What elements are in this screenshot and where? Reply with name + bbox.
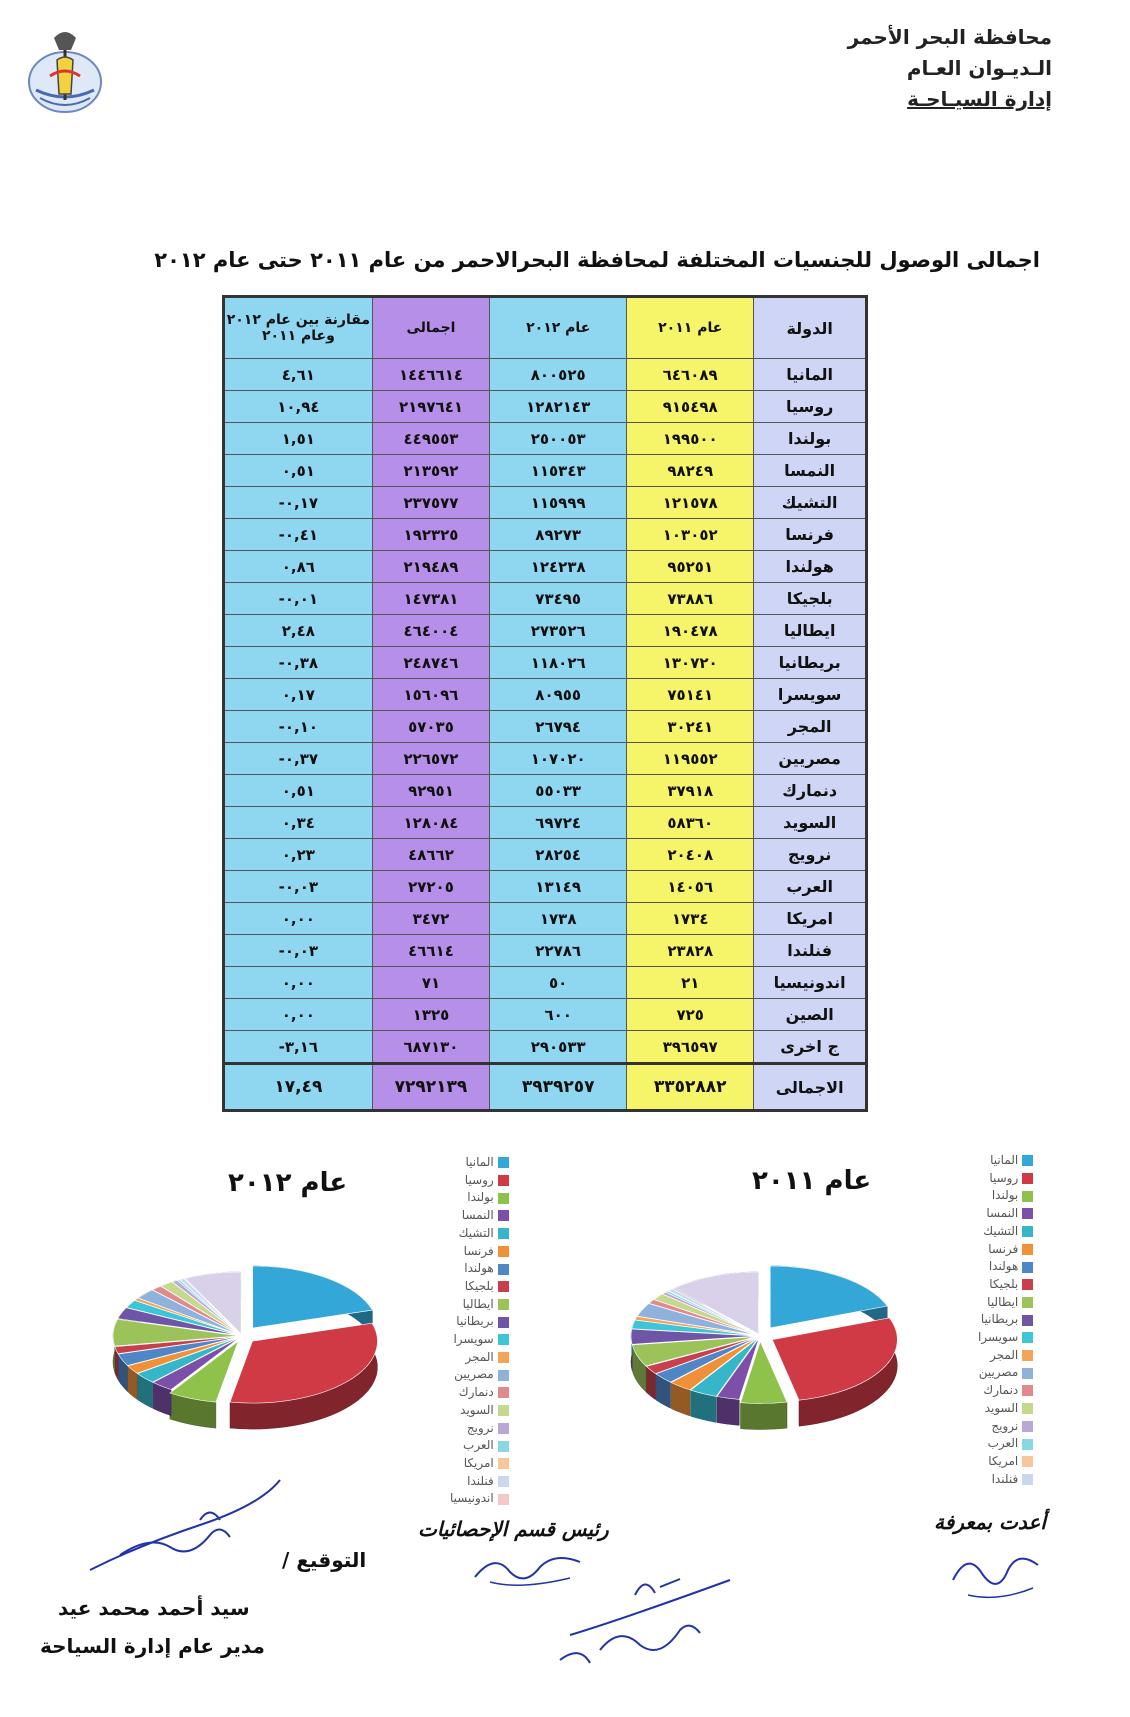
table-row [224,1031,867,1064]
cell-y2011: ٩١٥٤٩٨ [627,391,754,423]
legend-item [450,1455,509,1473]
cell-country: مصريين [754,743,867,775]
cell-y2011: ٢٣٨٢٨ [627,935,754,967]
cell-country: فرنسا [754,519,867,551]
legend-label: التشيك [983,1223,1019,1238]
legend-label: بولندا [991,1188,1019,1203]
legend-swatch [1022,1173,1033,1184]
legend-label: امريكا [463,1455,494,1470]
cell-total: ٤٤٩٥٥٣ [372,423,490,455]
total-cell-y2012: ٣٩٣٩٢٥٧ [490,1064,627,1111]
legend-swatch [498,1494,509,1505]
legend-swatch [1022,1439,1033,1450]
legend-label: النمسا [986,1206,1019,1221]
cell-country: المانيا [754,359,867,391]
legend-label: المانيا [990,1153,1019,1167]
cell-total: ٥٧٠٣٥ [372,711,490,743]
legend-swatch [1022,1244,1033,1255]
legend-item [978,1205,1033,1223]
legend-item [978,1347,1033,1365]
legend-label: المجر [465,1349,494,1364]
cell-compare: ٠,٣٨- [224,647,373,679]
cell-country: الصين [754,999,867,1031]
table-row [224,967,867,999]
letterhead [732,22,1052,115]
cell-compare: ٠,٨٦ [224,551,373,583]
legend-label: امريكا [988,1453,1019,1468]
governorate-name: محافظة البحر الأحمر [847,25,1052,49]
cell-total: ٢٧٢٠٥ [372,871,490,903]
header-total: اجمالى [372,297,490,359]
legend-swatch [498,1423,509,1434]
cell-y2011: ٢١ [627,967,754,999]
cell-y2012: ٢٥٠٠٥٣ [490,423,627,455]
legend-swatch [1022,1474,1033,1485]
legend-swatch [1022,1368,1033,1379]
legend-swatch [1022,1208,1033,1219]
legend-label: ايطاليا [462,1296,494,1311]
legend-swatch [1022,1315,1033,1326]
legend-item [450,1278,509,1296]
legend-swatch [498,1281,509,1292]
legend-item [450,1313,509,1331]
table-header-row [224,297,867,359]
cell-compare: ٠,٣٤ [224,807,373,839]
legend-swatch [498,1210,509,1221]
legend-label: المانيا [465,1155,494,1169]
legend-item [450,1420,509,1438]
cell-total: ١٥٦٠٩٦ [372,679,490,711]
cell-country: سويسرا [754,679,867,711]
table-row [224,711,867,743]
legend-swatch [498,1441,509,1452]
cell-y2011: ١١٩٥٥٢ [627,743,754,775]
office-name: الـديـوان العـام [906,56,1052,80]
cell-y2012: ٢٨٢٥٤ [490,839,627,871]
cell-total: ٤٦٤٠٠٤ [372,615,490,647]
cell-y2012: ٨٠٠٥٢٥ [490,359,627,391]
cell-compare: ٠,٠٠ [224,967,373,999]
legend-label: هولندا [464,1261,494,1276]
department-name: إدارة السيـاحـة [907,87,1052,111]
cell-compare: ٠,٠٠ [224,999,373,1031]
cell-total: ٢١٩٧٦٤١ [372,391,490,423]
total-cell-compare: ١٧,٤٩ [224,1064,373,1111]
legend-label: العرب [987,1436,1019,1451]
arrivals-table [222,295,868,1112]
table-row [224,455,867,487]
legend-label: اندونيسيا [450,1491,494,1506]
table-row [224,775,867,807]
legend-item [450,1225,509,1243]
cell-country: العرب [754,871,867,903]
legend-label: هولندا [988,1259,1019,1274]
legend-label: دنمارك [458,1385,494,1400]
cell-country: هولندا [754,551,867,583]
cell-y2011: ٣٩٦٥٩٧ [627,1031,754,1064]
legend-item [978,1152,1033,1170]
cell-y2012: ٨٠٩٥٥ [490,679,627,711]
legend-item [450,1296,509,1314]
legend-item [978,1311,1033,1329]
legend-swatch [498,1317,509,1328]
table-row [224,839,867,871]
legend-label: روسيا [989,1170,1019,1185]
legend-swatch [498,1246,509,1257]
legend-swatch [1022,1279,1033,1290]
legend-swatch [498,1264,509,1275]
legend-swatch [1022,1191,1033,1202]
cell-y2011: ٩٥٢٥١ [627,551,754,583]
table-row [224,359,867,391]
cell-y2011: ١٩٩٥٠٠ [627,423,754,455]
legend-swatch [498,1193,509,1204]
legend-swatch [1022,1155,1033,1166]
report-title: اجمالى الوصول للجنسيات المختلفة لمحافظة البحرالاحمر من عام ٢٠١١ حتى عام ٢٠١٢ [154,248,1040,272]
table-row [224,391,867,423]
cell-y2011: ١٠٣٠٥٢ [627,519,754,551]
legend-label: سويسرا [453,1332,494,1347]
date-handwriting-icon [540,1565,740,1675]
legend-item [978,1453,1033,1471]
legend-item [978,1276,1033,1294]
legend-item [450,1366,509,1384]
legend-item [978,1418,1033,1436]
table-total-row [224,1064,867,1111]
cell-country: امريكا [754,903,867,935]
legend-item [450,1402,509,1420]
signer-name: سيد أحمد محمد عيد [58,1596,250,1620]
legend-item [450,1260,509,1278]
cell-total: ١٤٧٣٨١ [372,583,490,615]
legend-label: فرنسا [463,1243,494,1258]
cell-country: بولندا [754,423,867,455]
cell-country: بريطانيا [754,647,867,679]
cell-y2011: ١٢١٥٧٨ [627,487,754,519]
cell-compare: ٠,٠٣- [224,871,373,903]
legend-label: السويد [460,1402,494,1417]
cell-y2012: ١٧٣٨ [490,903,627,935]
legend-label: النمسا [461,1208,494,1223]
total-cell-y2011: ٣٣٥٢٨٨٢ [627,1064,754,1111]
legend-item [450,1243,509,1261]
cell-y2011: ١٣٠٧٢٠ [627,647,754,679]
cell-y2012: ١٢٤٢٣٨ [490,551,627,583]
cell-total: ١٢٨٠٨٤ [372,807,490,839]
legend-label: بلجيكا [464,1278,494,1293]
legend-item [450,1490,509,1508]
cell-compare: ٠,٥١ [224,455,373,487]
legend-swatch [1022,1332,1033,1343]
cell-y2012: ٦٩٧٢٤ [490,807,627,839]
legend-label: سويسرا [978,1330,1019,1345]
cell-y2011: ٧٢٥ [627,999,754,1031]
cell-compare: ٠,٥١ [224,775,373,807]
legend-item [978,1400,1033,1418]
legend-label: نرويج [466,1420,494,1435]
cell-country: المجر [754,711,867,743]
legend-swatch [498,1175,509,1186]
chart-2012-title: عام ٢٠١٢ [228,1168,348,1198]
legend-label: السويد [984,1400,1019,1415]
cell-y2012: ١١٥٣٤٣ [490,455,627,487]
cell-country: فنلندا [754,935,867,967]
cell-compare: ٣,١٦- [224,1031,373,1064]
cell-y2011: ١٤٠٥٦ [627,871,754,903]
table-row [224,647,867,679]
legend-item [978,1471,1033,1489]
cell-y2012: ٦٠٠ [490,999,627,1031]
legend-item [450,1473,509,1491]
cell-y2011: ١٧٣٤ [627,903,754,935]
legend-item [450,1172,509,1190]
cell-country: السويد [754,807,867,839]
cell-country: نرويج [754,839,867,871]
legend-label: دنمارك [983,1383,1019,1398]
cell-total: ١٣٢٥ [372,999,490,1031]
legend-item [978,1382,1033,1400]
legend-swatch [498,1387,509,1398]
cell-total: ٢٤٨٧٤٦ [372,647,490,679]
cell-compare: ٠,٠٠ [224,903,373,935]
cell-compare: ٠,٤١- [224,519,373,551]
pie-slice [253,1266,373,1328]
cell-y2012: ٧٣٤٩٥ [490,583,627,615]
total-cell-total: ٧٢٩٢١٣٩ [372,1064,490,1111]
head-of-statistics-label: رئيس قسم الإحصائيات [418,1517,609,1541]
table-row [224,807,867,839]
legend-label: العرب [463,1438,494,1453]
cell-y2012: ٢٩٠٥٣٣ [490,1031,627,1064]
legend-label: بولندا [467,1190,494,1205]
legend-label: المجر [989,1347,1019,1362]
cell-country: ج اخرى [754,1031,867,1064]
cell-total: ٤٨٦٦٢ [372,839,490,871]
total-cell-country: الاجمالى [754,1064,867,1111]
pie-chart-2011 [610,1258,922,1468]
table-row [224,551,867,583]
legend-swatch [498,1405,509,1416]
legend-swatch [498,1299,509,1310]
legend-label: ايطاليا [987,1294,1019,1309]
cell-compare: ٠,٣٧- [224,743,373,775]
cell-y2012: ١٢٨٢١٤٣ [490,391,627,423]
cell-compare: ٠,٠١- [224,583,373,615]
cell-y2011: ٧٥١٤١ [627,679,754,711]
cell-y2012: ٨٩٢٧٣ [490,519,627,551]
cell-y2012: ٢٢٧٨٦ [490,935,627,967]
legend-item [978,1364,1033,1382]
cell-y2012: ٢٦٧٩٤ [490,711,627,743]
governorate-logo [24,20,106,120]
cell-compare: ١,٥١ [224,423,373,455]
cell-compare: ٠,١٧- [224,487,373,519]
cell-total: ١٤٤٦٦١٤ [372,359,490,391]
cell-y2011: ٩٨٢٤٩ [627,455,754,487]
legend-item [450,1437,509,1455]
cell-total: ١٩٢٣٢٥ [372,519,490,551]
cell-country: دنمارك [754,775,867,807]
table-row [224,935,867,967]
cell-total: ٢١٣٥٩٢ [372,455,490,487]
legend-swatch [1022,1297,1033,1308]
cell-compare: ٠,٠٣- [224,935,373,967]
table-row [224,487,867,519]
legend-swatch [498,1352,509,1363]
legend-item [450,1384,509,1402]
legend-item [978,1223,1033,1241]
cell-y2011: ١٩٠٤٧٨ [627,615,754,647]
legend-label: مصريين [978,1365,1019,1380]
legend-item [450,1331,509,1349]
legend-item [450,1154,509,1172]
header-2012: عام ٢٠١٢ [490,297,627,359]
cell-country: اندونيسيا [754,967,867,999]
table-row [224,423,867,455]
pie-slice-side [717,1397,739,1426]
table-row [224,871,867,903]
cell-y2012: ١١٨٠٢٦ [490,647,627,679]
cell-y2011: ٥٨٣٦٠ [627,807,754,839]
preparer-signature-icon [948,1540,1048,1610]
cell-compare: ٠,٢٣ [224,839,373,871]
legend-item [978,1187,1033,1205]
cell-y2011: ٧٣٨٨٦ [627,583,754,615]
legend-label: نرويج [991,1418,1019,1433]
cell-total: ٧١ [372,967,490,999]
cell-country: روسيا [754,391,867,423]
legend-item [978,1294,1033,1312]
cell-y2012: ١٣١٤٩ [490,871,627,903]
legend-swatch [498,1157,509,1168]
signer-role: مدير عام إدارة السياحة [40,1634,265,1658]
legend-swatch [498,1370,509,1381]
legend-label: بريطانيا [980,1312,1019,1327]
cell-compare: ٢,٤٨ [224,615,373,647]
legend-swatch [498,1228,509,1239]
header-2011: عام ٢٠١١ [627,297,754,359]
cell-total: ٢٣٧٥٧٧ [372,487,490,519]
cell-country: التشيك [754,487,867,519]
cell-compare: ٤,٦١ [224,359,373,391]
table-row [224,679,867,711]
legend-swatch [1022,1226,1033,1237]
legend-swatch [498,1334,509,1345]
legend-label: التشيك [458,1225,494,1240]
legend-item [978,1241,1033,1259]
legend-label: روسيا [464,1172,494,1187]
legend-label: مصريين [454,1367,494,1382]
legend-item [450,1189,509,1207]
pie-slice-side [741,1402,788,1429]
cell-y2012: ١٠٧٠٢٠ [490,743,627,775]
cell-total: ٢٢٦٥٧٢ [372,743,490,775]
legend-2012 [450,1154,509,1508]
cell-y2012: ٥٠ [490,967,627,999]
cell-country: ايطاليا [754,615,867,647]
legend-swatch [1022,1350,1033,1361]
cell-y2012: ٥٥٠٣٣ [490,775,627,807]
legend-item [450,1207,509,1225]
legend-label: فنلندا [467,1473,494,1488]
manager-signature-icon [80,1475,290,1585]
header-comparison: مقارنة بين عام ٢٠١٢ وعام ٢٠١١ [224,297,373,359]
cell-country: بلجيكا [754,583,867,615]
signature-label: التوقيع / [282,1548,367,1572]
legend-item [450,1349,509,1367]
legend-swatch [1022,1421,1033,1432]
prepared-by-label: أعدت بمعرفة [934,1510,1046,1534]
chart-2011-title: عام ٢٠١١ [752,1166,872,1196]
legend-item [978,1170,1033,1188]
cell-compare: ٠,١٧ [224,679,373,711]
table-row [224,519,867,551]
pie-slice [770,1266,887,1328]
cell-country: النمسا [754,455,867,487]
legend-label: فنلندا [991,1471,1019,1486]
legend-label: فرنسا [988,1241,1019,1256]
cell-y2012: ٢٧٣٥٢٦ [490,615,627,647]
cell-total: ٢١٩٤٨٩ [372,551,490,583]
legend-swatch [1022,1456,1033,1467]
table-row [224,615,867,647]
legend-swatch [1022,1262,1033,1273]
cell-total: ٤٦٦١٤ [372,935,490,967]
cell-y2011: ٢٠٤٠٨ [627,839,754,871]
legend-swatch [1022,1385,1033,1396]
table-row [224,999,867,1031]
legend-item [978,1435,1033,1453]
legend-label: بريطانيا [456,1314,494,1329]
table-row [224,583,867,615]
table-row [224,743,867,775]
legend-2011 [978,1152,1033,1488]
table-row [224,903,867,935]
legend-item [978,1329,1033,1347]
pie-chart-2012 [92,1258,404,1468]
legend-swatch [1022,1403,1033,1414]
cell-total: ٦٨٧١٣٠ [372,1031,490,1064]
cell-y2011: ٦٤٦٠٨٩ [627,359,754,391]
legend-swatch [498,1476,509,1487]
cell-compare: ١٠,٩٤ [224,391,373,423]
cell-total: ٩٢٩٥١ [372,775,490,807]
header-country: الدولة [754,297,867,359]
legend-item [978,1258,1033,1276]
cell-y2012: ١١٥٩٩٩ [490,487,627,519]
legend-swatch [498,1458,509,1469]
cell-y2011: ٣٧٩١٨ [627,775,754,807]
cell-total: ٣٤٧٢ [372,903,490,935]
cell-compare: ٠,١٠- [224,711,373,743]
cell-y2011: ٣٠٢٤١ [627,711,754,743]
legend-label: بلجيكا [989,1276,1019,1291]
